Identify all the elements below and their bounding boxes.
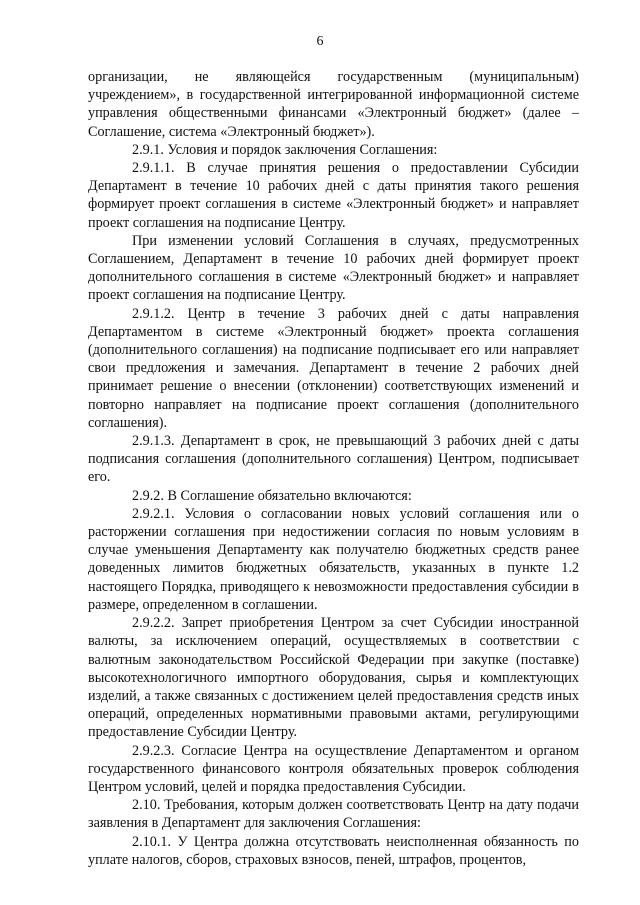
paragraph-2-9-2-1: 2.9.2.1. Условия о согласовании новых условий соглашения или о расторжении соглашения при недостижении согласия по новым условиям в случае уменьшения Департаменту как получателю бюджетных средств ранее доведенных лимитов бюджетных обязательств, указанных в пункте 1.2 настоящего Порядка, приводящего к невозможности предоставления субсидии в размере, определенном в соглашении. — [88, 505, 579, 613]
paragraph-amendment: При изменении условий Соглашения в случаях, предусмотренных Соглашением, Департамент в течение 10 рабочих дней формирует проект дополнительного соглашения в системе «Электронный бюджет» и направляет проект соглашения на подписание Центру. — [88, 232, 579, 304]
paragraph-2-10: 2.10. Требования, которым должен соответствовать Центр на дату подачи заявления в Департамент для заключения Соглашения: — [88, 797, 579, 832]
paragraph-2-9-1-3: 2.9.1.3. Департамент в срок, не превышающий 3 рабочих дней с даты подписания соглашения (дополнительного соглашения) Центром, подписывает его. — [88, 433, 579, 486]
document-body — [88, 68, 579, 869]
paragraph-2-9-1-2: 2.9.1.2. Центр в течение 3 рабочих дней с даты направления Департаментом в системе «Электронный бюджет» проекта соглашения (дополнительного соглашения) на подписание подписывает его или направляет свои предложения и замечания. Департамент в течение 2 рабочих дней принимает решение о внесении (отклонении) соответствующих изменений и повторно направляет на подписание проект соглашения (дополнительного соглашения). — [88, 305, 579, 431]
paragraph-2-9-1: 2.9.1. Условия и порядок заключения Соглашения: — [132, 141, 438, 158]
paragraph-2-9-2-2: 2.9.2.2. Запрет приобретения Центром за счет Субсидии иностранной валюты, за исключением операций, осуществляемых в соответствии с валютным законодательством Российской Федерации при закупке (поставке) высокотехнологичного импортного оборудования, сырья и комплектующих изделий, а также связанных с достижением целей предоставления средств иных операций, определенных нормативными правовыми актами, регулирующими предоставление Субсидии Центру. — [88, 615, 579, 741]
paragraph-2-9-2-3: 2.9.2.3. Согласие Центра на осуществление Департаментом и органом государственного финансового контроля обязательных проверок соблюдения Центром условий, целей и порядка предоставления Субсидии. — [88, 742, 579, 795]
page-number: 6 — [316, 34, 324, 49]
paragraph-2-9-2: 2.9.2. В Соглашение обязательно включаются: — [132, 487, 412, 504]
paragraph-2-9-1-1: 2.9.1.1. В случае принятия решения о предоставлении Субсидии Департамент в течение 10 рабочих дней с даты принятия такого решения формирует проект соглашения в системе «Электронный бюджет» и направляет проект соглашения на подписание Центру. — [88, 160, 579, 231]
paragraph-continuation: организации, не являющейся государственным (муниципальным) учреждением», в государственной интегрированной информационной системе управления общественными финансами «Электронный бюджет» (далее – Соглашение, система «Электронный бюджет»). — [88, 69, 579, 140]
paragraph-2-10-1: 2.10.1. У Центра должна отсутствовать неисполненная обязанность по уплате налогов, сборов, страховых взносов, пеней, штрафов, процентов, — [88, 833, 579, 868]
